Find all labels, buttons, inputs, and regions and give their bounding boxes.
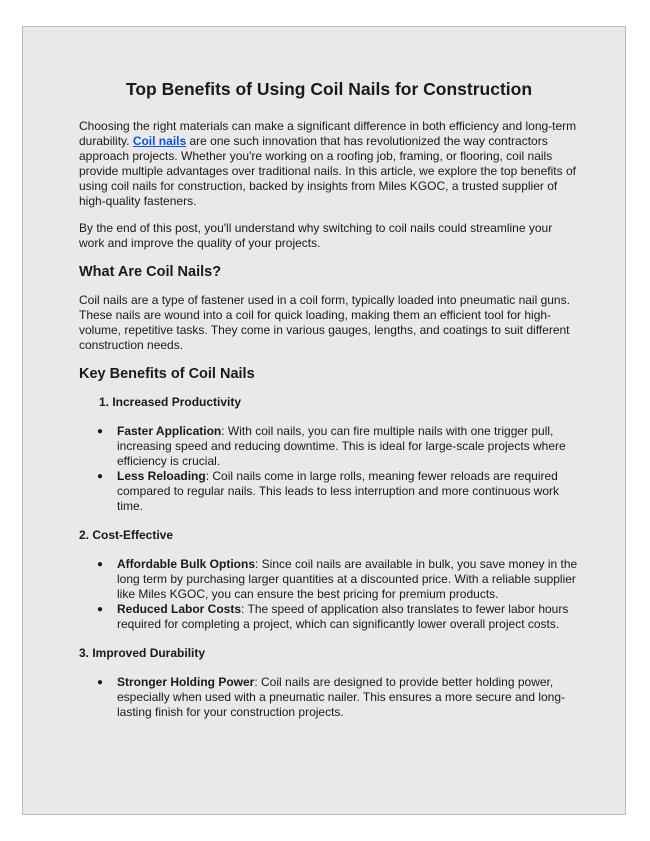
list-item <box>97 675 579 720</box>
list-item <box>97 602 579 632</box>
list-item-text: : With coil nails, you can fire multiple nails with one trigger pull, increasing speed and reducing downtime. This is ideal for large-scale projects where efficiency is crucial. <box>117 424 566 468</box>
benefit-heading-durability: 3. Improved Durability <box>79 646 206 660</box>
intro-paragraph <box>79 119 579 209</box>
list-item-title: Faster Application <box>117 424 222 438</box>
bullet-icon: ● <box>97 677 104 688</box>
document-content <box>79 79 579 734</box>
bullet-icon: ● <box>97 604 104 615</box>
benefit-heading-productivity: 1. Increased Productivity <box>99 395 242 409</box>
list-item <box>97 424 579 469</box>
list-item-text: : Coil nails are designed to provide better holding power, especially when used with a pneumatic nailer. This ensures a more secure and long-lasting finish for your construction projects. <box>117 675 566 719</box>
benefit-list-cost <box>79 557 579 632</box>
bullet-icon: ● <box>97 471 104 482</box>
coil-nails-link[interactable]: Coil nails <box>132 134 187 148</box>
list-item-title: Affordable Bulk Options <box>117 557 255 571</box>
list-item <box>97 557 579 602</box>
intro-text-before-link: Choosing the right materials can make a significant difference in both efficiency and long-term durability. <box>79 119 577 148</box>
list-item-text: : Since coil nails are available in bulk, you save money in the long term by purchasing larger quantities at a discounted price. With a reliable supplier like Miles KGOC, you can ensure the best pricing for premium products. <box>117 557 578 601</box>
intro-text-after-link: are one such innovation that has revolutionized the way contractors approach projects. Whether you're working on a roofing job, framing, or flooring, coil nails provide multiple advantages over traditional nails. In this article, we explore the top benefits of using coil nails for construction, backed by insights from Miles KGOC, a trusted supplier of high-quality fasteners. <box>79 134 576 208</box>
list-item-title: Reduced Labor Costs <box>117 602 242 616</box>
list-item-text: : The speed of application also translates to fewer labor hours required for completing a project, which can significantly lower overall project costs. <box>117 602 569 631</box>
list-item-text: : Coil nails come in large rolls, meaning fewer reloads are required compared to regular nails. This leads to less interruption and more continuous work time. <box>117 469 560 513</box>
bullet-icon: ● <box>97 559 104 570</box>
intro-paragraph-2: By the end of this post, you'll understand why switching to coil nails could streamline your work and improve the quality of your projects. <box>79 221 553 250</box>
benefit-heading-cost: 2. Cost-Effective <box>79 528 174 542</box>
section-heading-benefits: Key Benefits of Coil Nails <box>79 366 255 382</box>
section-what-body: Coil nails are a type of fastener used in a coil form, typically loaded into pneumatic nail guns. These nails are wound into a coil for quick loading, making them an efficient tool for high-volume, repetitive tasks. They come in various gauges, lengths, and coatings to suit different construction needs. <box>79 293 570 352</box>
benefit-list-durability <box>79 675 579 720</box>
benefit-list-productivity <box>79 424 579 514</box>
document-page <box>22 26 626 815</box>
bullet-icon: ● <box>97 426 104 437</box>
page-title: Top Benefits of Using Coil Nails for Construction <box>125 79 533 99</box>
list-item-title: Less Reloading <box>117 469 206 483</box>
section-heading-what: What Are Coil Nails? <box>79 264 222 280</box>
list-item-title: Stronger Holding Power <box>117 675 255 689</box>
list-item <box>97 469 579 514</box>
